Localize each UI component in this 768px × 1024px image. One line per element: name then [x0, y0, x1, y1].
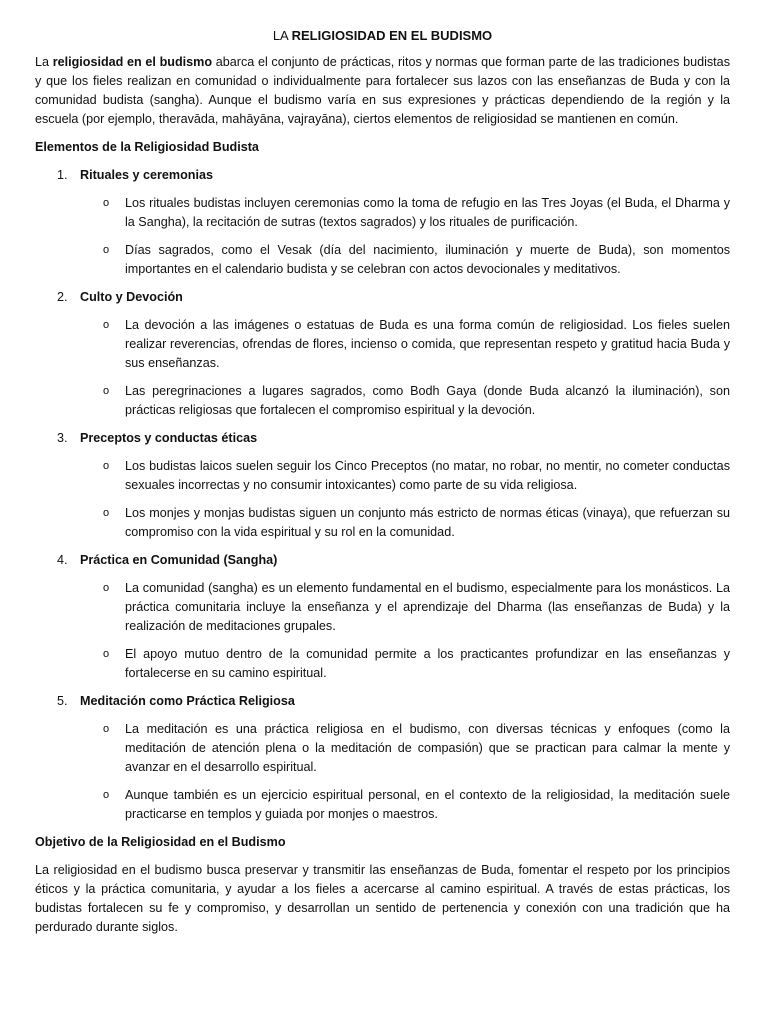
bullet-item: [35, 786, 730, 824]
bullet-marker-icon: o: [103, 319, 110, 331]
bullet-item: [35, 457, 730, 495]
bullet-item: [35, 645, 730, 683]
bullet-item: [35, 194, 730, 232]
bullet-text: Días sagrados, como el Vesak (día del nacimiento, iluminación y muerte de Buda), son momentos importantes en el calendario budista y se celebran con actos devocionales y meditativos.: [125, 243, 730, 276]
element-item: [35, 166, 730, 279]
bullet-item: [35, 579, 730, 636]
bullet-text: Los budistas laicos suelen seguir los Cinco Preceptos (no matar, no robar, no mentir, no cometer conductas sexuales incorrectas y no consumir intoxicantes) como parte de su vida religiosa.: [125, 459, 730, 492]
elements-heading: Elementos de la Religiosidad Budista: [35, 140, 259, 154]
bullet-list: [35, 579, 730, 683]
bullet-marker-icon: o: [103, 460, 110, 472]
element-number: 1.: [57, 168, 68, 182]
bullet-list: [35, 194, 730, 279]
bullet-text: Aunque también es un ejercicio espiritual personal, en el contexto de la religiosidad, la meditación suele practicarse en templos y guiada por monjes o maestros.: [125, 788, 730, 821]
bullet-list: [35, 720, 730, 824]
element-title: Preceptos y conductas éticas: [80, 431, 258, 445]
bullet-list: [35, 316, 730, 420]
element-item-heading: [35, 692, 730, 711]
element-item-heading: [35, 429, 730, 448]
objective-heading: Objetivo de la Religiosidad en el Budismo: [35, 835, 286, 849]
bullet-text: La devoción a las imágenes o estatuas de Buda es una forma común de religiosidad. Los fieles suelen realizar reverencias, ofrendas de flores, incienso o comida, que representan respeto y gratitud hacia Buda y sus enseñanzas.: [125, 318, 730, 370]
element-number: 5.: [57, 694, 68, 708]
bullet-text: Los monjes y monjas budistas siguen un conjunto más estricto de normas éticas (vinaya), que refuerzan su compromiso con la vida espiritual y su rol en la comunidad.: [125, 506, 730, 539]
bullet-marker-icon: o: [103, 507, 110, 519]
element-title: Práctica en Comunidad (Sangha): [80, 553, 278, 567]
intro-bold-term: religiosidad en el budismo: [52, 55, 213, 69]
bullet-text: La meditación es una práctica religiosa en el budismo, con diversas técnicas y enfoques (como la meditación de atención plena o la meditación de compasión) que se practican para calmar la mente y avanzar en el desarrollo espiritual.: [125, 722, 730, 774]
bullet-marker-icon: o: [103, 789, 110, 801]
intro-rest: abarca el conjunto de prácticas, ritos y normas que forman parte de las tradiciones budistas y que los fieles realizan en comunidad o individualmente para fortalecer sus lazos con las enseñanzas de Buda y con la comunidad budista (sangha). Aunque el budismo varía en sus expresiones y prácticas dependiendo de la región y la escuela (por ejemplo, theravāda, mahāyāna, vajrayāna), ciertos elementos de religiosidad se mantienen en común.: [35, 55, 730, 126]
element-number: 4.: [57, 553, 68, 567]
element-item-heading: [35, 551, 730, 570]
intro-paragraph: [35, 53, 730, 129]
objective-paragraph: La religiosidad en el budismo busca preservar y transmitir las enseñanzas de Buda, fomentar el respeto por los principios éticos y la práctica comunitaria, y ayudar a los fieles a acercarse al camino espiritual. A través de estas prácticas, los budistas fortalecen su fe y compromiso, y desarrollan un sentido de pertenencia y conexión con una tradición que ha perdurado durante siglos.: [35, 863, 730, 934]
element-number: 2.: [57, 290, 68, 304]
element-title: Meditación como Práctica Religiosa: [80, 694, 295, 708]
bullet-item: [35, 382, 730, 420]
bullet-item: [35, 316, 730, 373]
title-bold: RELIGIOSIDAD EN EL BUDISMO: [291, 28, 493, 43]
element-title: Rituales y ceremonias: [80, 168, 213, 182]
bullet-marker-icon: o: [103, 244, 110, 256]
element-item: [35, 288, 730, 420]
bullet-text: La comunidad (sangha) es un elemento fundamental en el budismo, especialmente para los monásticos. La práctica comunitaria incluye la enseñanza y el aprendizaje del Dharma (las enseñanzas de Buda) y la realización de meditaciones grupales.: [125, 581, 730, 633]
element-item-heading: [35, 166, 730, 185]
bullet-marker-icon: o: [103, 197, 110, 209]
bullet-text: Los rituales budistas incluyen ceremonias como la toma de refugio en las Tres Joyas (el Buda, el Dharma y la Sangha), la recitación de sutras (textos sagrados) y los rituales de purificación.: [125, 196, 730, 229]
element-number: 3.: [57, 431, 68, 445]
bullet-item: [35, 720, 730, 777]
document-page: [35, 22, 730, 946]
bullet-marker-icon: o: [103, 582, 110, 594]
document-title: [35, 26, 730, 45]
bullet-item: [35, 504, 730, 542]
title-prefix: LA: [272, 28, 292, 43]
element-item: [35, 551, 730, 683]
bullet-item: [35, 241, 730, 279]
elements-list: [35, 166, 730, 824]
element-title: Culto y Devoción: [80, 290, 183, 304]
bullet-marker-icon: o: [103, 648, 110, 660]
element-item: [35, 429, 730, 542]
element-item-heading: [35, 288, 730, 307]
intro-lead: La: [35, 55, 53, 69]
bullet-text: Las peregrinaciones a lugares sagrados, como Bodh Gaya (donde Buda alcanzó la iluminación), son prácticas religiosas que fortalecen el compromiso espiritual y la devoción.: [125, 384, 730, 417]
bullet-marker-icon: o: [103, 385, 110, 397]
element-item: [35, 692, 730, 824]
bullet-marker-icon: o: [103, 723, 110, 735]
bullet-text: El apoyo mutuo dentro de la comunidad permite a los practicantes profundizar en las enseñanzas y fortalecerse en su camino espiritual.: [125, 647, 730, 680]
bullet-list: [35, 457, 730, 542]
